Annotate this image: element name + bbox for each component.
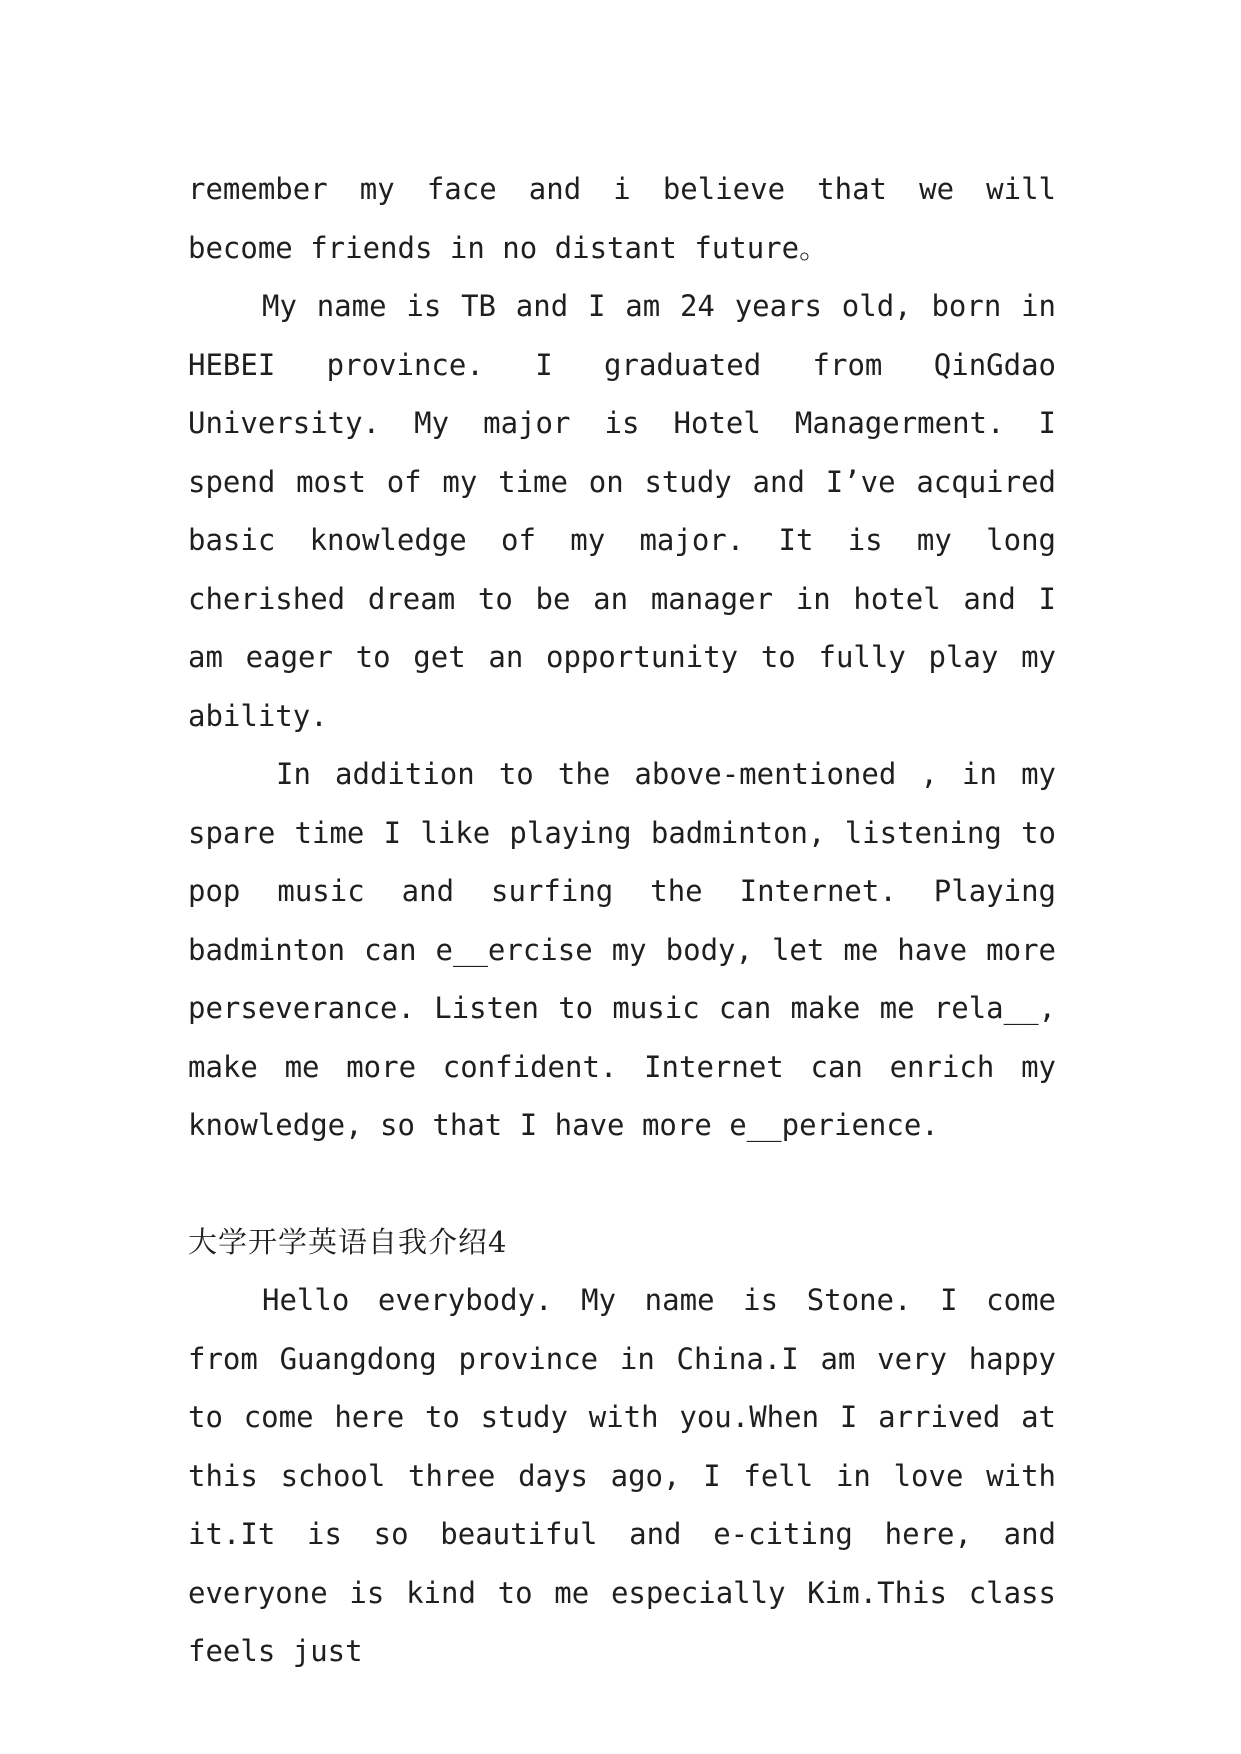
paragraph-continuation: remember my face and i believe that we will become friends in no distant future。 (188, 172, 1056, 265)
paragraph-hobbies: In addition to the above-mentioned , in my spare time I like playing badminton, listening to pop music and surfing the Internet. Playing badminton can e__ercise my body, let me have more perseverance. Listen to music can make me rela__, make me more confident. Internet can enrich my knowledge, so that I have more e__perience. (188, 757, 1056, 1142)
paragraph-intro-tb: My name is TB and I am 24 years old, born in HEBEI province. I graduated from QinGdao University. My major is Hotel Managerment. I spend most of my time on study and I’ve acquired basic knowledge of my major. It is my long cherished dream to be an manager in hotel and I am eager to get an opportunity to fully play my ability. (188, 289, 1056, 733)
paragraph-intro-stone: Hello everybody. My name is Stone. I come from Guangdong province in China.I am very happy to come here to study with you.When I arrived at this school three days ago, I fell in love with it.It is so beautiful and e-citing here, and everyone is kind to me especially Kim.This class feels just (188, 1283, 1056, 1668)
document-page (188, 160, 1056, 1681)
section-heading: 大学开学英语自我介绍4 (188, 1224, 508, 1259)
